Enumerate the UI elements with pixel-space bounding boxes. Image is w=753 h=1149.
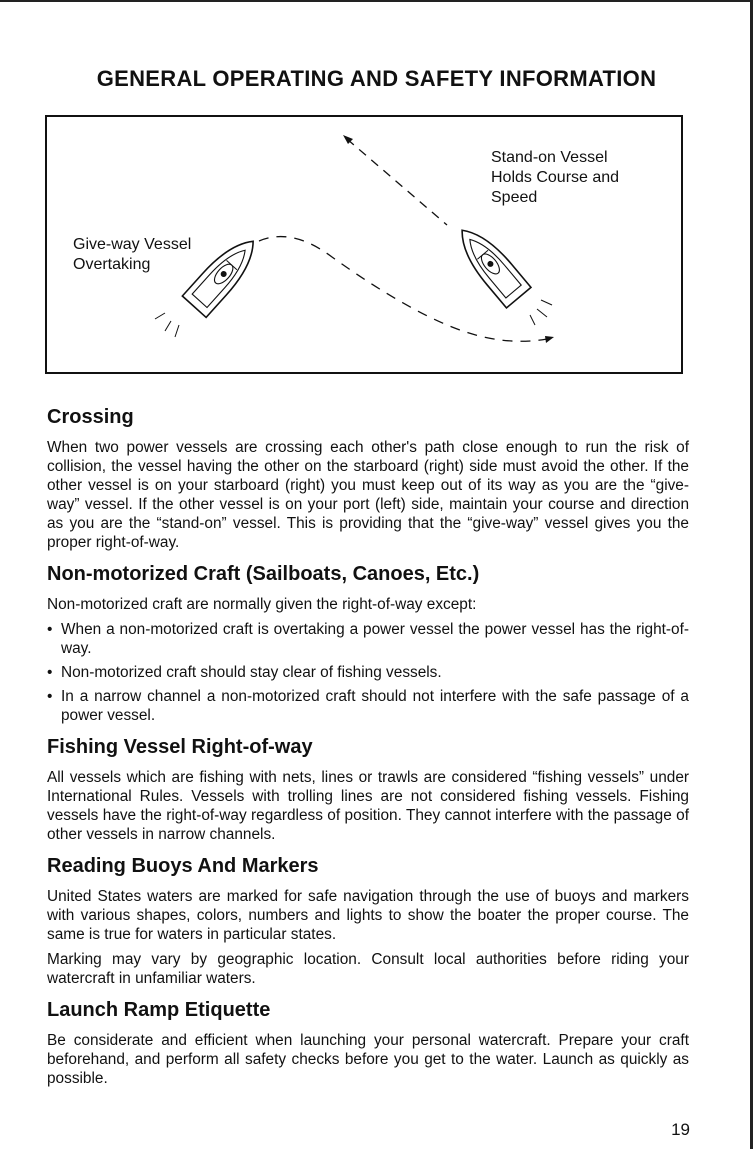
section-launch xyxy=(47,998,689,1088)
stand-on-label-line: Speed xyxy=(491,189,538,206)
page-top-edge xyxy=(0,0,753,2)
give-way-label-line: Overtaking xyxy=(73,256,151,273)
right-of-way-diagram xyxy=(45,115,683,374)
section-heading: Launch Ramp Etiquette xyxy=(47,999,271,1021)
stand-on-wake xyxy=(530,300,552,325)
section-heading: Fishing Vessel Right-of-way xyxy=(47,736,313,758)
section-fishing xyxy=(47,735,689,844)
stand-on-course-line xyxy=(347,139,447,225)
give-way-wake xyxy=(155,313,179,337)
section-paragraph: Non-motorized craft are normally given the right-of-way except: xyxy=(47,596,477,613)
section-paragraph: Be considerate and efficient when launching your personal watercraft. Prepare your craft beforehand, and perform all safety checks before you get to the water. Launch as quickly as possible. xyxy=(47,1032,689,1087)
stand-on-vessel-label xyxy=(491,148,619,208)
section-paragraph: Marking may vary by geographic location. Consult local authorities before riding your watercraft in unfamiliar waters. xyxy=(47,951,689,987)
list-item: • In a narrow channel a non-motorized craft should not interfere with the safe passage of a power vessel. xyxy=(47,687,689,725)
stand-on-label-line: Stand-on Vessel xyxy=(491,149,608,166)
section-heading: Crossing xyxy=(47,406,134,428)
give-way-arrow-head xyxy=(545,336,554,343)
main-content xyxy=(47,405,689,1098)
page-number: 19 xyxy=(671,1120,690,1139)
give-way-label-line: Give-way Vessel xyxy=(73,236,192,253)
stand-on-label-line: Holds Course and xyxy=(491,169,620,186)
section-heading: Reading Buoys And Markers xyxy=(47,855,319,877)
section-crossing xyxy=(47,405,689,552)
bullet-list xyxy=(47,620,689,725)
list-item: • When a non-motorized craft is overtaking a power vessel the power vessel has the right-of-way. xyxy=(47,620,689,658)
give-way-boat xyxy=(182,231,265,318)
section-paragraph: United States waters are marked for safe navigation through the use of buoys and markers with various shapes, colors, numbers and lights to show the boater the proper course. The same is true for waters in particular states. xyxy=(47,888,689,943)
give-way-vessel-label xyxy=(73,235,191,275)
stand-on-boat xyxy=(450,220,531,308)
list-item: • Non-motorized craft should stay clear of fishing vessels. xyxy=(47,663,689,682)
page-title: GENERAL OPERATING AND SAFETY INFORMATION xyxy=(96,66,657,91)
section-paragraph: When two power vessels are crossing each other's path close enough to run the risk of collision, the vessel having the other on the starboard (right) side must avoid the other. If the other vessel is on your starboard (right) you must keep out of its way as you are the “give-way” vessel. If the other vessel is on your port (left) side, maintain your course and direction as you are the “stand-on” vessel. This is providing that the “give-way” vessel gives you the proper right-of-way. xyxy=(47,439,689,551)
section-heading: Non-motorized Craft (Sailboats, Canoes, Etc.) xyxy=(47,563,480,585)
section-buoys xyxy=(47,854,689,988)
section-non-motorized xyxy=(47,562,689,725)
section-paragraph: All vessels which are fishing with nets, lines or trawls are considered “fishing vessels” under International Rules. Vessels with trolling lines are not considered fishing vessels. Fishing vessels have the right-of-way regardless of position. They cannot interfere with the passage of other vessels in narrow channels. xyxy=(47,769,689,843)
